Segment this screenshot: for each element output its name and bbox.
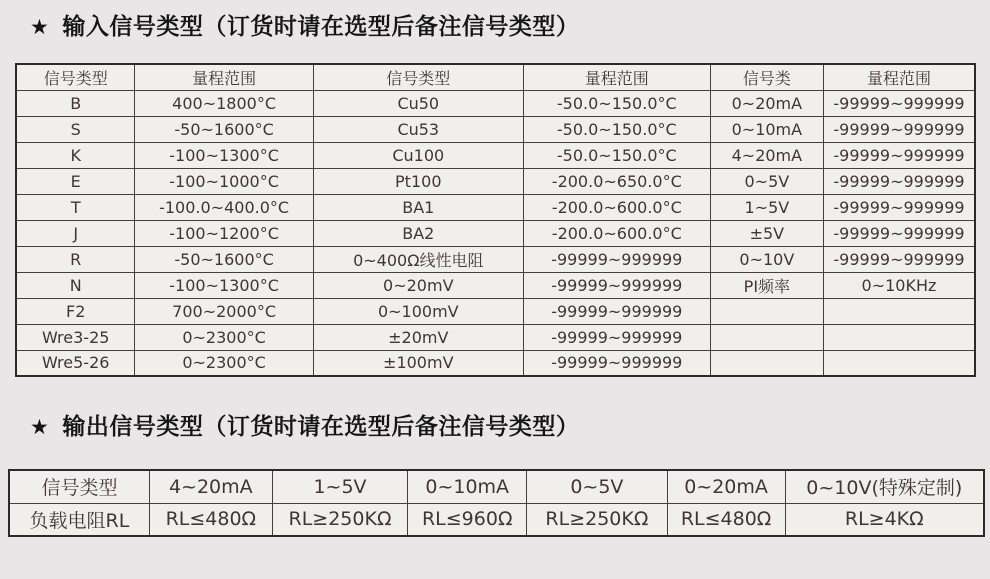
star-icon: ★ [30, 415, 50, 439]
table-cell: RL≤480Ω [667, 503, 785, 536]
output-signal-table [8, 469, 985, 537]
table-cell: RL≥250KΩ [272, 503, 408, 536]
table-cell: ±20mV [313, 324, 523, 350]
table-cell: -50.0~150.0°C [523, 116, 710, 142]
table-cell: -99999~999999 [523, 324, 710, 350]
table-header-cell: 信号类型 [16, 64, 135, 90]
table-cell: 0~2300°C [135, 350, 313, 376]
table-cell: -50~1600°C [135, 246, 313, 272]
signal-spec-page [0, 12, 990, 537]
output-section-title [30, 412, 990, 442]
table-cell: -50.0~150.0°C [523, 90, 710, 116]
table-cell: -99999~999999 [823, 194, 975, 220]
table-header-cell: 0~5V [527, 470, 667, 503]
table-cell: N [16, 272, 135, 298]
table-cell: RL≤480Ω [149, 503, 272, 536]
table-cell: -100~1300°C [135, 142, 313, 168]
table-cell: Cu50 [313, 90, 523, 116]
table-cell: F2 [16, 298, 135, 324]
table-cell: -200.0~600.0°C [523, 220, 710, 246]
table-cell: -100~1200°C [135, 220, 313, 246]
table-header-cell: 0~10V(特殊定制) [785, 470, 984, 503]
table-cell: Cu100 [313, 142, 523, 168]
table-cell: RL≥250KΩ [527, 503, 667, 536]
table-cell: -100~1000°C [135, 168, 313, 194]
table-cell: -99999~999999 [523, 298, 710, 324]
star-icon: ★ [30, 15, 50, 39]
table-header-cell: 量程范围 [523, 64, 710, 90]
table-cell: 0~400Ω线性电阻 [313, 246, 523, 272]
table-cell: Wre3-25 [16, 324, 135, 350]
table-cell: ±5V [710, 220, 823, 246]
table-header-cell: 量程范围 [135, 64, 313, 90]
table-cell [710, 298, 823, 324]
table-row [16, 90, 975, 116]
input-section-title [30, 12, 990, 42]
table-cell: E [16, 168, 135, 194]
input-signal-table [15, 63, 976, 377]
table-cell: -50~1600°C [135, 116, 313, 142]
table-cell: 0~2300°C [135, 324, 313, 350]
table-header-cell: 量程范围 [823, 64, 975, 90]
table-cell: RL≤960Ω [408, 503, 527, 536]
table-cell: 400~1800°C [135, 90, 313, 116]
output-signal-table-body [9, 470, 984, 536]
table-row [16, 194, 975, 220]
table-cell: -99999~999999 [823, 220, 975, 246]
table-cell: 1~5V [710, 194, 823, 220]
table-cell: -99999~999999 [523, 350, 710, 376]
table-row [16, 324, 975, 350]
table-cell: -99999~999999 [823, 90, 975, 116]
table-row [16, 246, 975, 272]
table-cell: Cu53 [313, 116, 523, 142]
table-cell: -99999~999999 [523, 272, 710, 298]
table-header-cell: 0~20mA [667, 470, 785, 503]
table-header-cell: 0~10mA [408, 470, 527, 503]
table-cell: 负载电阻RL [9, 503, 149, 536]
table-cell: B [16, 90, 135, 116]
table-header-cell: 信号类型 [9, 470, 149, 503]
table-cell [823, 324, 975, 350]
table-header-cell: 4~20mA [149, 470, 272, 503]
table-cell: R [16, 246, 135, 272]
table-cell: 0~20mV [313, 272, 523, 298]
table-cell: -200.0~650.0°C [523, 168, 710, 194]
table-cell: ±100mV [313, 350, 523, 376]
table-cell [823, 298, 975, 324]
table-row [16, 298, 975, 324]
table-cell: K [16, 142, 135, 168]
table-cell: -50.0~150.0°C [523, 142, 710, 168]
table-cell: -200.0~600.0°C [523, 194, 710, 220]
table-cell: 0~10V [710, 246, 823, 272]
table-cell: -100.0~400.0°C [135, 194, 313, 220]
input-section-title-text: 输入信号类型（订货时请在选型后备注信号类型） [62, 14, 580, 40]
table-header-cell: 信号类型 [313, 64, 523, 90]
table-cell: 0~10KHz [823, 272, 975, 298]
table-cell: BA1 [313, 194, 523, 220]
table-row [16, 142, 975, 168]
table-row [16, 116, 975, 142]
table-cell: -99999~999999 [823, 246, 975, 272]
table-cell: 0~10mA [710, 116, 823, 142]
table-header-row [16, 64, 975, 90]
table-cell [710, 324, 823, 350]
output-section-title-text: 输出信号类型（订货时请在选型后备注信号类型） [62, 414, 580, 440]
table-cell: 0~20mA [710, 90, 823, 116]
table-cell [710, 350, 823, 376]
table-cell: Wre5-26 [16, 350, 135, 376]
table-cell: 4~20mA [710, 142, 823, 168]
input-signal-table-body [16, 64, 975, 376]
table-cell [823, 350, 975, 376]
table-cell: T [16, 194, 135, 220]
table-cell: -99999~999999 [823, 168, 975, 194]
table-cell: RL≥4KΩ [785, 503, 984, 536]
table-cell: -99999~999999 [823, 116, 975, 142]
table-cell: -99999~999999 [823, 142, 975, 168]
table-cell: 0~100mV [313, 298, 523, 324]
table-row [16, 220, 975, 246]
table-cell: 700~2000°C [135, 298, 313, 324]
table-cell: -99999~999999 [523, 246, 710, 272]
table-cell: Pt100 [313, 168, 523, 194]
table-row [16, 168, 975, 194]
table-cell: PI频率 [710, 272, 823, 298]
table-cell: S [16, 116, 135, 142]
table-cell: J [16, 220, 135, 246]
table-header-cell: 1~5V [272, 470, 408, 503]
table-cell: BA2 [313, 220, 523, 246]
table-row [16, 272, 975, 298]
table-cell: -100~1300°C [135, 272, 313, 298]
table-header-row [9, 470, 984, 503]
table-header-cell: 信号类 [710, 64, 823, 90]
table-row [9, 503, 984, 536]
table-cell: 0~5V [710, 168, 823, 194]
table-row [16, 350, 975, 376]
